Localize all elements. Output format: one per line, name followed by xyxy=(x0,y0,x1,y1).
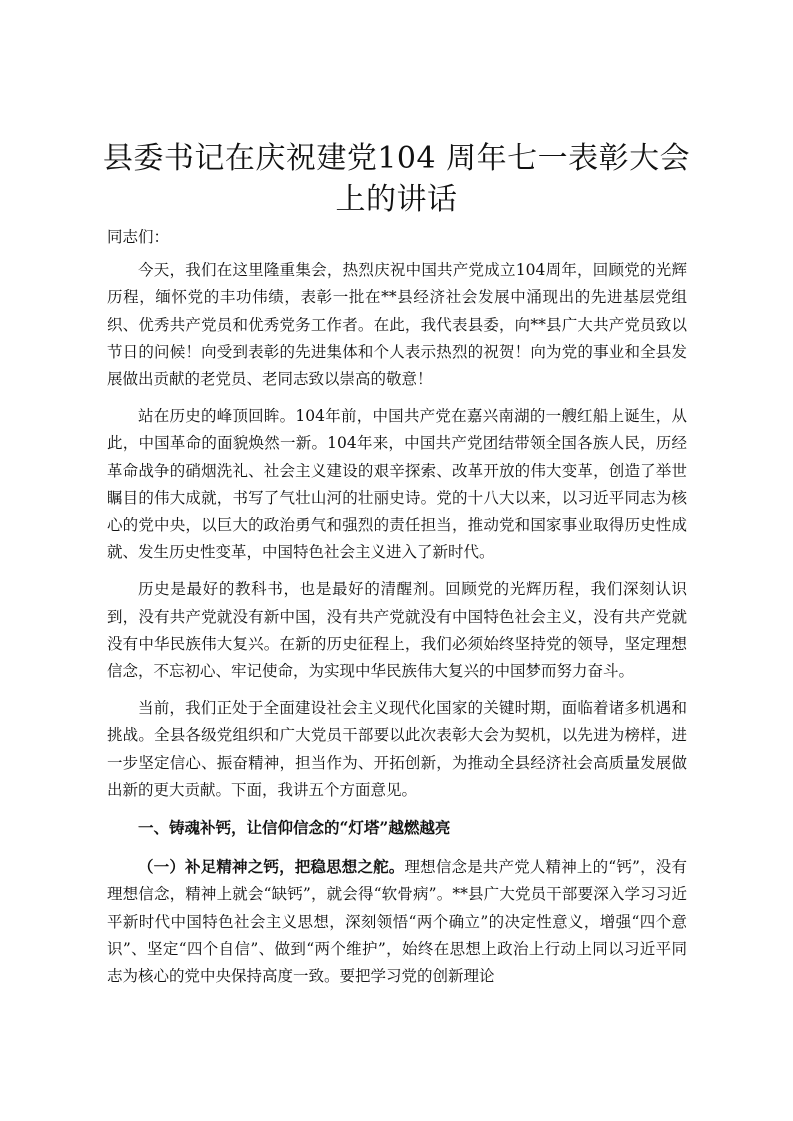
subsection-text: 理想信念是共产党人精神上的“钙”，没有理想信念，精神上就会“缺钙”，就会得“软骨病”。**县广大党员干部要深入学习习近平新时代中国特色社会主义思想，深刻领悟“两个确立”的决定性意义，增强“四个意识”、坚定“四个自信”、做到“两个维护”，始终在思想上政治上行动上同以习近平同志为核心的党中央保持高度一致。要把学习党的创新理论 xyxy=(107,858,687,986)
paragraph-3: 历史是最好的教科书，也是最好的清醒剂。回顾党的光辉历程，我们深刻认识到，没有共产党就没有新中国，没有共产党就没有中国特色社会主义，没有共产党就没有中华民族伟大复兴。在新的历史征程上，我们必须始终坚持党的领导，坚定理想信念，不忘初心、牢记使命，为实现中华民族伟大复兴的中国梦而努力奋斗。 xyxy=(107,580,687,681)
section-heading: 一、铸魂补钙，让信仰信念的“灯塔”越燃越亮 xyxy=(138,818,451,838)
document-body xyxy=(107,224,687,1000)
paragraph-2: 站在历史的峰顶回眸。104年前，中国共产党在嘉兴南湖的一艘红船上诞生，从此，中国革命的面貌焕然一新。104年来，中国共产党团结带领全国各族人民，历经革命战争的硝烟洗礼、社会主义建设的艰辛探索、改革开放的伟大变革，创造了举世瞩目的伟大成就，书写了气壮山河的壮丽史诗。党的十八大以来，以习近平同志为核心的党中央，以巨大的政治勇气和强烈的责任担当，推动党和国家事业取得历史性成就、发生历史性变革，中国特色社会主义进入了新时代。 xyxy=(107,407,687,562)
subsection-heading: （一）补足精神之钙，把稳思想之舵。 xyxy=(138,857,405,877)
paragraph-1: 今天，我们在这里隆重集会，热烈庆祝中国共产党成立104周年，回顾党的光辉历程，缅怀党的丰功伟绩，表彰一批在**县经济社会发展中涌现出的先进基层党组织、优秀共产党员和优秀党务工作者。在此，我代表县委，向**县广大共产党员致以节日的问候！向受到表彰的先进集体和个人表示热烈的祝贺！向为党的事业和全县发展做出贡献的老党员、老同志致以崇高的敬意！ xyxy=(107,261,687,389)
paragraph-4: 当前，我们正处于全面建设社会主义现代化国家的关键时期，面临着诸多机遇和挑战。全县各级党组织和广大党员干部要以此次表彰大会为契机，以先进为榜样，进一步坚定信心、振奋精神，担当作为、开拓创新，为推动全县经济社会高质量发展做出新的更大贡献。下面，我讲五个方面意见。 xyxy=(107,699,687,799)
salutation: 同志们： xyxy=(107,228,170,246)
document-title: 县委书记在庆祝建党104 周年七一表彰大会上的讲话 xyxy=(102,141,691,217)
subsection-paragraph xyxy=(107,853,687,990)
